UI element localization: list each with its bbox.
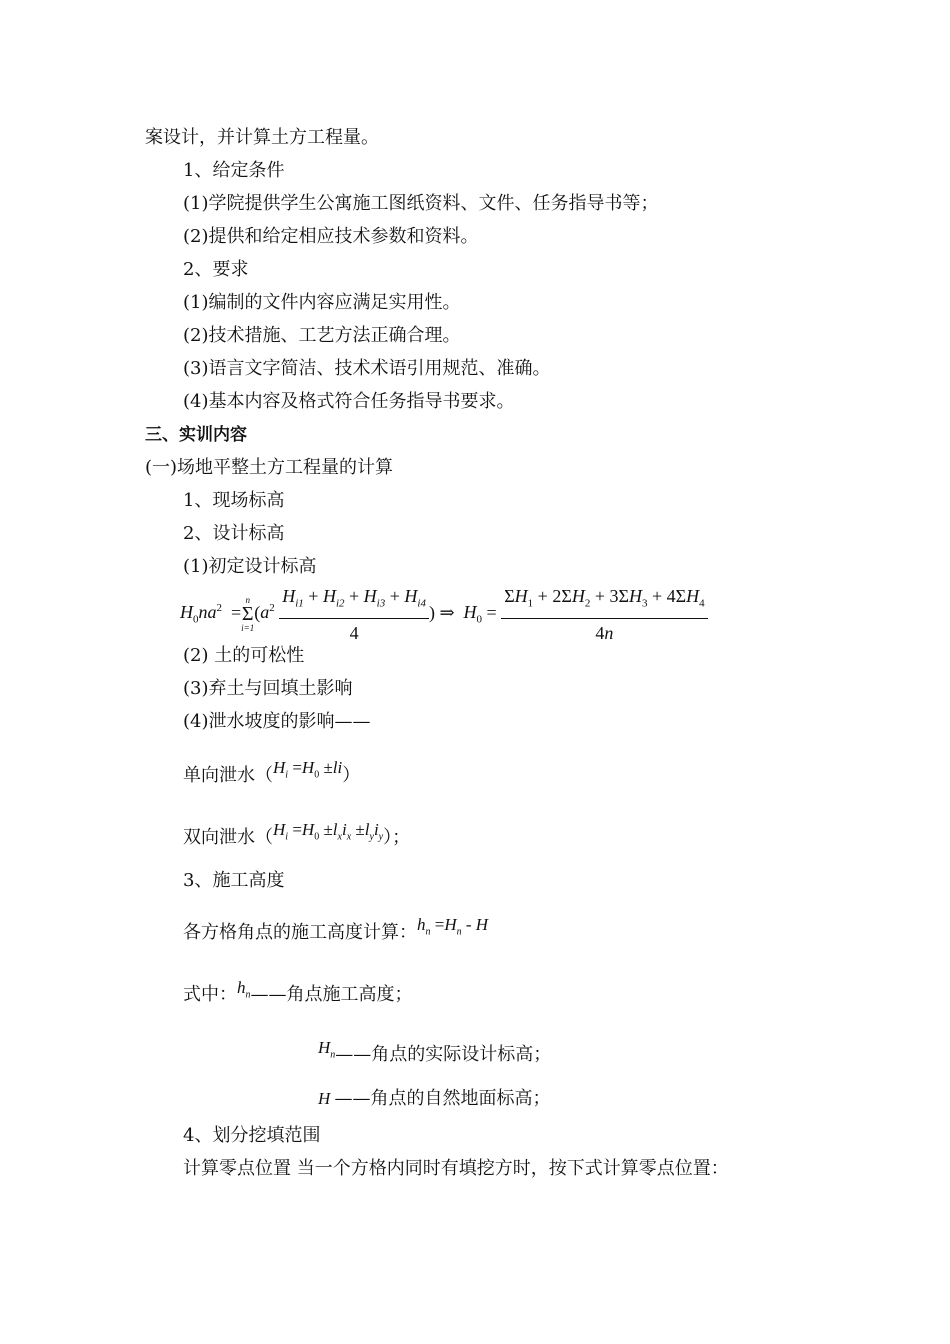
two-way-drainage-label: 双向泄水（ xyxy=(183,827,273,848)
text-line xyxy=(183,915,489,951)
text-line: (2)提供和给定相应技术参数和资料。 xyxy=(183,226,479,247)
text-line: 1、给定条件 xyxy=(183,160,285,181)
closing-paren: ）； xyxy=(383,827,411,848)
symbol-H: H xyxy=(318,1089,335,1108)
text-line: (3)语言文字简洁、技术术语引用规范、准确。 xyxy=(183,358,551,379)
formula-design-elevation: $H_0na^2$ = n Σ i=1 ($a^2$ $\frac{H_{i1} + H_{i2} + H_{i3} + H_{i4}}{4}$ ) ⇒ $H_0$ = $\frac{\Sigma H_1 + 2\Sigma H_2 + 3\Sigma H_3 + 4\Sigma H_4}{4n}$ xyxy=(180,584,708,645)
text-line xyxy=(318,1088,551,1110)
symbol-Hn: $H_n$ xyxy=(318,1038,336,1061)
formula-two-way-drainage: $H_i =H_0 \pm l_xi_x \pm l_yi_y$ xyxy=(273,820,384,843)
text-line xyxy=(183,978,413,1013)
text-line: (2) 土的可松性 xyxy=(183,645,305,666)
construction-height-label: 各方格角点的施工高度计算： xyxy=(183,922,417,943)
definition-H: ——角点的自然地面标高； xyxy=(334,1088,551,1109)
text-line: (3)弃土与回填土影响 xyxy=(183,678,353,699)
definition-Hn: ——角点的实际设计标高； xyxy=(335,1044,552,1065)
one-way-drainage-label: 单向泄水（ xyxy=(183,765,273,786)
text-line: (2)技术措施、工艺方法正确合理。 xyxy=(183,325,461,346)
formula-one-way-drainage: $H_i =H_0 \pm li$ xyxy=(273,758,343,781)
text-line: 4、划分挖填范围 xyxy=(183,1125,321,1146)
text-line xyxy=(183,820,411,856)
formula-construction-height: $h_n =H_n - H$ xyxy=(417,915,489,938)
text-line xyxy=(318,1038,552,1073)
text-line: (1)学院提供学生公寓施工图纸资料、文件、任务指导书等； xyxy=(183,193,659,214)
text-line: (4)泄水坡度的影响—— xyxy=(183,711,371,732)
text-line: (一)场地平整土方工程量的计算 xyxy=(145,457,394,478)
section-heading: 三、实训内容 xyxy=(145,425,247,445)
text-line: (4)基本内容及格式符合任务指导书要求。 xyxy=(183,391,515,412)
closing-paren: ） xyxy=(342,765,361,786)
text-line: (1)初定设计标高 xyxy=(183,556,317,577)
text-line: 2、设计标高 xyxy=(183,523,285,544)
symbol-hn: $h_n$ xyxy=(237,978,251,1001)
definition-hn: ——角点施工高度； xyxy=(250,984,413,1005)
where-label: 式中： xyxy=(183,984,237,1005)
text-line: 案设计，并计算土方工程量。 xyxy=(145,127,379,148)
text-line: (1)编制的文件内容应满足实用性。 xyxy=(183,292,461,313)
text-line: 2、要求 xyxy=(183,259,249,280)
text-line: 3、施工高度 xyxy=(183,870,285,891)
text-line xyxy=(183,758,361,794)
text-line: 1、现场标高 xyxy=(183,490,285,511)
text-line: 计算零点位置 当一个方格内同时有填挖方时，按下式计算零点位置： xyxy=(183,1158,729,1179)
